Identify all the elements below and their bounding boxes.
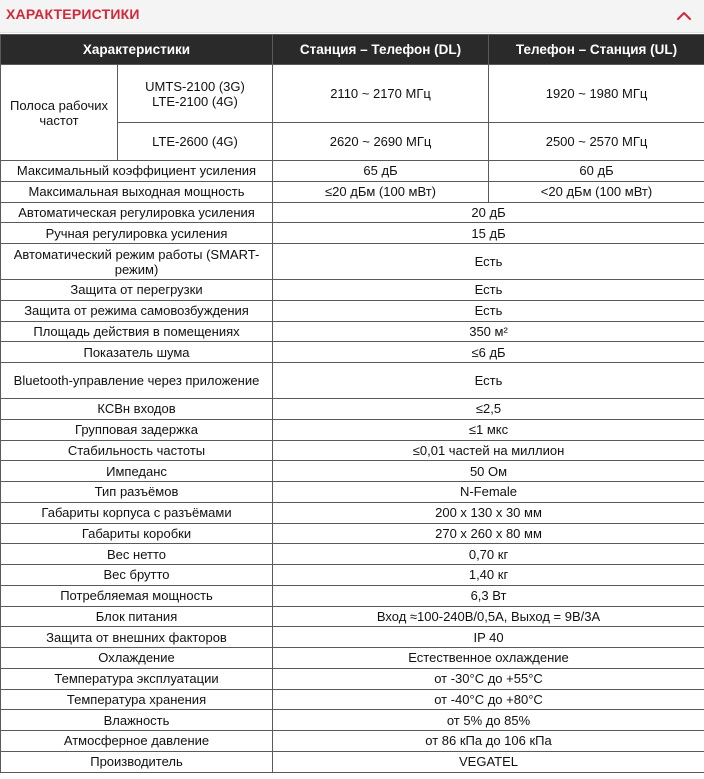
table-header-row bbox=[1, 35, 704, 65]
spec-label: Производитель bbox=[1, 751, 273, 772]
band-sub-label: LTE-2600 (4G) bbox=[118, 123, 273, 161]
table-row bbox=[1, 710, 704, 731]
spec-label: Охлаждение bbox=[1, 648, 273, 669]
table-row bbox=[1, 648, 704, 669]
spec-label: Атмосферное давление bbox=[1, 731, 273, 752]
table-row bbox=[1, 440, 704, 461]
table-row bbox=[1, 502, 704, 523]
spec-label: Импеданс bbox=[1, 461, 273, 482]
spec-value: 270 х 260 х 80 мм bbox=[273, 523, 704, 544]
table-row bbox=[1, 751, 704, 772]
table-row bbox=[1, 300, 704, 321]
spec-value: IP 40 bbox=[273, 627, 704, 648]
table-row bbox=[1, 565, 704, 586]
column-header-ul: Телефон – Станция (UL) bbox=[489, 35, 704, 65]
spec-label: Габариты коробки bbox=[1, 523, 273, 544]
spec-label: Влажность bbox=[1, 710, 273, 731]
table-row bbox=[1, 668, 704, 689]
spec-label: Ручная регулировка усиления bbox=[1, 223, 273, 244]
table-row bbox=[1, 461, 704, 482]
spec-value: Естественное охлаждение bbox=[273, 648, 704, 669]
spec-value: 350 м² bbox=[273, 321, 704, 342]
column-header-characteristics: Характеристики bbox=[1, 35, 273, 65]
band-ul-value: 1920 ~ 1980 МГц bbox=[489, 65, 704, 123]
table-row bbox=[1, 627, 704, 648]
spec-value: ≤2,5 bbox=[273, 399, 704, 420]
spec-label: Тип разъёмов bbox=[1, 482, 273, 503]
table-row bbox=[1, 606, 704, 627]
table-row bbox=[1, 244, 704, 280]
spec-value: Есть bbox=[273, 280, 704, 301]
table-row bbox=[1, 342, 704, 363]
section-header[interactable] bbox=[0, 0, 704, 33]
spec-value: от -40°С до +80°С bbox=[273, 689, 704, 710]
spec-label: Стабильность частоты bbox=[1, 440, 273, 461]
table-row bbox=[1, 731, 704, 752]
spec-ul-value: 60 дБ bbox=[489, 161, 704, 182]
spec-label: Групповая задержка bbox=[1, 419, 273, 440]
table-row bbox=[1, 280, 704, 301]
spec-value: Есть bbox=[273, 363, 704, 399]
specs-table bbox=[0, 34, 704, 773]
table-row bbox=[1, 399, 704, 420]
spec-label: Потребляемая мощность bbox=[1, 585, 273, 606]
spec-label: Площадь действия в помещениях bbox=[1, 321, 273, 342]
table-row bbox=[1, 482, 704, 503]
table-row bbox=[1, 585, 704, 606]
table-row bbox=[1, 689, 704, 710]
band-ul-value: 2500 ~ 2570 МГц bbox=[489, 123, 704, 161]
spec-label: Вес брутто bbox=[1, 565, 273, 586]
section-title: ХАРАКТЕРИСТИКИ bbox=[6, 6, 140, 22]
spec-value: ≤6 дБ bbox=[273, 342, 704, 363]
spec-value: от -30°С до +55°С bbox=[273, 668, 704, 689]
band-label: Полоса рабочих частот bbox=[1, 65, 118, 161]
spec-value: Есть bbox=[273, 244, 704, 280]
chevron-up-icon[interactable] bbox=[676, 8, 692, 24]
spec-label: КСВн входов bbox=[1, 399, 273, 420]
spec-label: Температура хранения bbox=[1, 689, 273, 710]
spec-value: Вход ≈100-240В/0,5А, Выход = 9В/3А bbox=[273, 606, 704, 627]
spec-label: Блок питания bbox=[1, 606, 273, 627]
spec-label: Показатель шума bbox=[1, 342, 273, 363]
spec-label: Защита от перегрузки bbox=[1, 280, 273, 301]
band-dl-value: 2620 ~ 2690 МГц bbox=[273, 123, 489, 161]
spec-value: Есть bbox=[273, 300, 704, 321]
spec-value: 50 Ом bbox=[273, 461, 704, 482]
spec-label: Автоматический режим работы (SMART-режим) bbox=[1, 244, 273, 280]
column-header-dl: Станция – Телефон (DL) bbox=[273, 35, 489, 65]
band-dl-value: 2110 ~ 2170 МГц bbox=[273, 65, 489, 123]
spec-label: Автоматическая регулировка усиления bbox=[1, 202, 273, 223]
band-sub-label: UMTS-2100 (3G) LTE-2100 (4G) bbox=[118, 65, 273, 123]
spec-label: Защита от внешних факторов bbox=[1, 627, 273, 648]
spec-label: Вес нетто bbox=[1, 544, 273, 565]
table-row bbox=[1, 363, 704, 399]
table-row bbox=[1, 523, 704, 544]
spec-label: Температура эксплуатации bbox=[1, 668, 273, 689]
spec-value: 1,40 кг bbox=[273, 565, 704, 586]
spec-value: ≤1 мкс bbox=[273, 419, 704, 440]
spec-value: 200 х 130 х 30 мм bbox=[273, 502, 704, 523]
spec-value: 6,3 Вт bbox=[273, 585, 704, 606]
spec-label: Максимальная выходная мощность bbox=[1, 181, 273, 202]
table-row bbox=[1, 65, 704, 123]
spec-value: 0,70 кг bbox=[273, 544, 704, 565]
spec-label: Габариты корпуса с разъёмами bbox=[1, 502, 273, 523]
spec-value: N-Female bbox=[273, 482, 704, 503]
spec-label: Bluetooth-управление через приложение bbox=[1, 363, 273, 399]
table-row bbox=[1, 161, 704, 182]
table-row bbox=[1, 419, 704, 440]
table-row bbox=[1, 181, 704, 202]
table-row bbox=[1, 544, 704, 565]
spec-value: ≤0,01 частей на миллион bbox=[273, 440, 704, 461]
spec-value: от 86 кПа до 106 кПа bbox=[273, 731, 704, 752]
spec-value: от 5% до 85% bbox=[273, 710, 704, 731]
table-row bbox=[1, 202, 704, 223]
spec-value: VEGATEL bbox=[273, 751, 704, 772]
spec-value: 20 дБ bbox=[273, 202, 704, 223]
table-row bbox=[1, 321, 704, 342]
spec-label: Максимальный коэффициент усиления bbox=[1, 161, 273, 182]
spec-dl-value: 65 дБ bbox=[273, 161, 489, 182]
spec-ul-value: <20 дБм (100 мВт) bbox=[489, 181, 704, 202]
spec-label: Защита от режима самовозбуждения bbox=[1, 300, 273, 321]
spec-dl-value: ≤20 дБм (100 мВт) bbox=[273, 181, 489, 202]
spec-value: 15 дБ bbox=[273, 223, 704, 244]
table-row bbox=[1, 223, 704, 244]
